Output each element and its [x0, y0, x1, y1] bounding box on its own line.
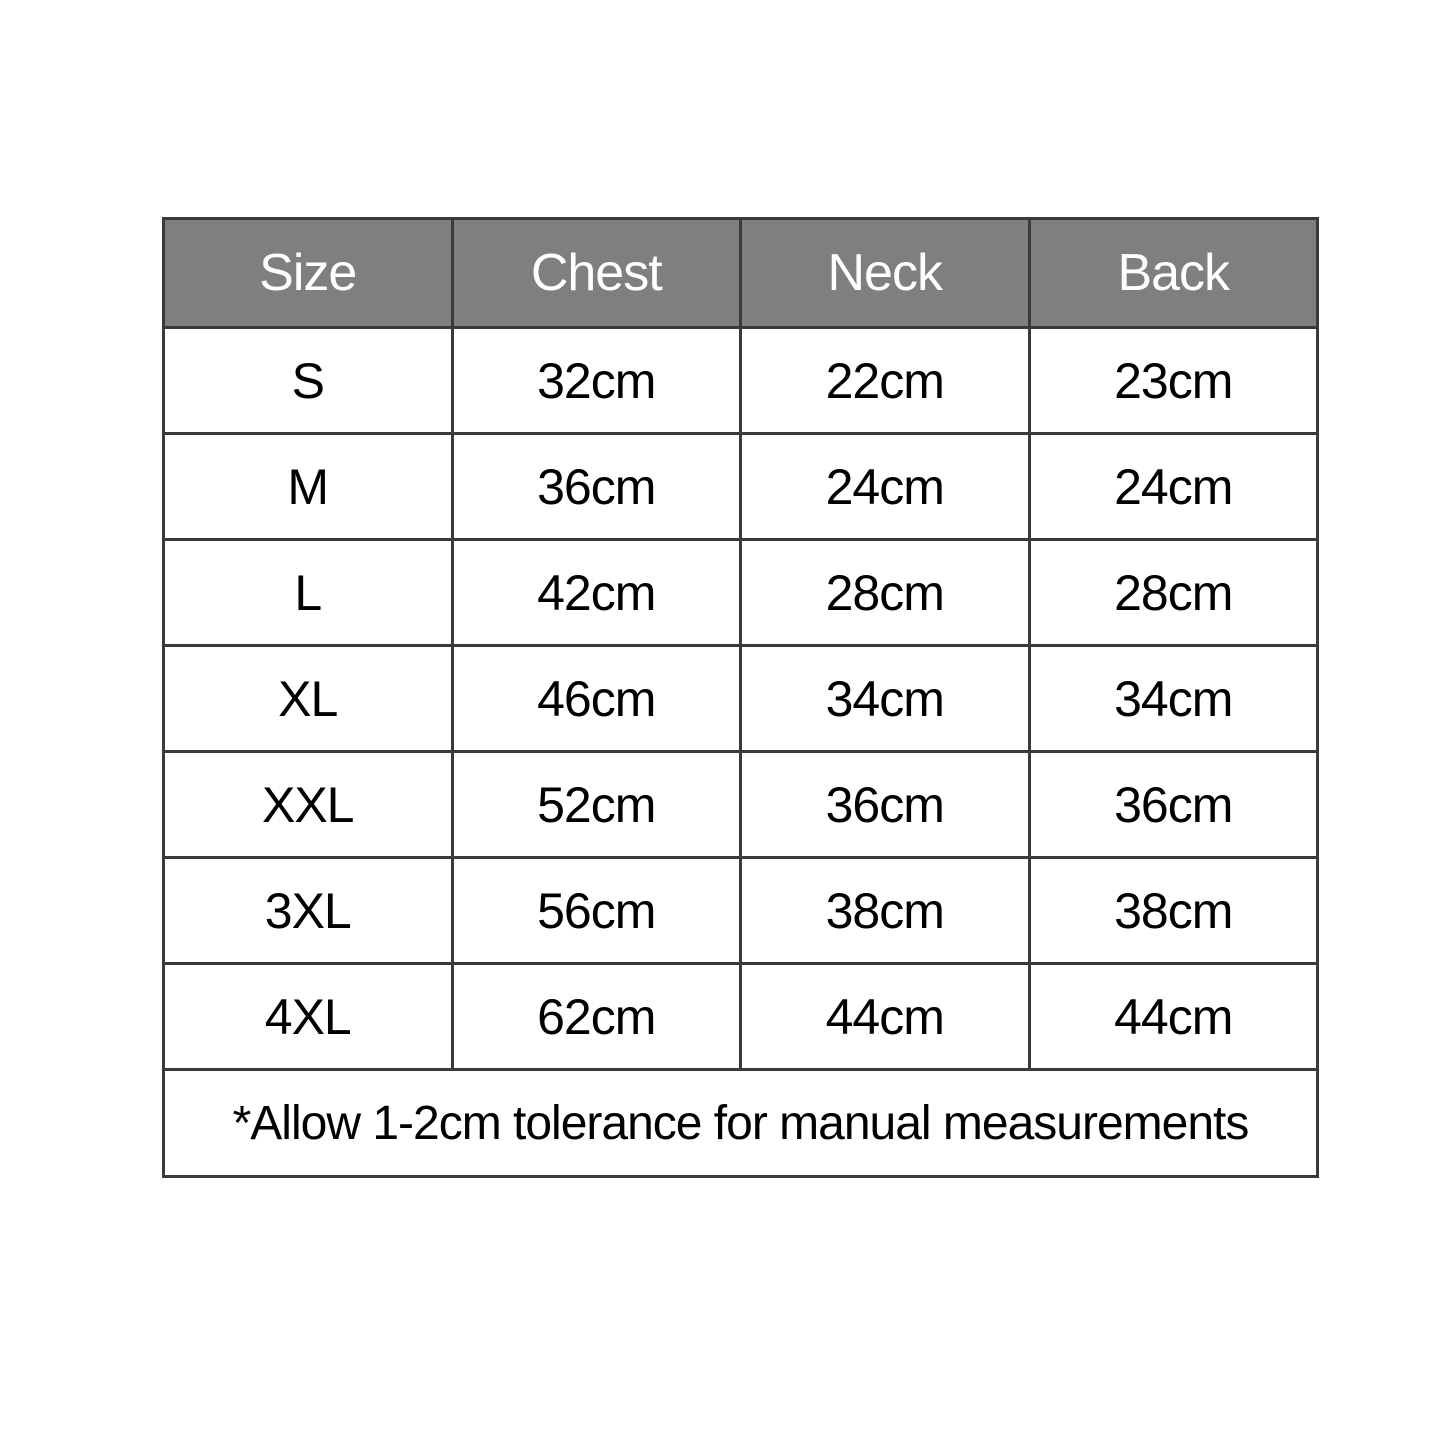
- size-chart-header: [164, 219, 1318, 328]
- chest-cell: 52cm: [452, 752, 741, 858]
- size-cell: XL: [164, 646, 453, 752]
- size-cell: S: [164, 328, 453, 434]
- header-row: [164, 219, 1318, 328]
- size-cell: 4XL: [164, 964, 453, 1070]
- neck-cell: 36cm: [741, 752, 1030, 858]
- chest-cell: 46cm: [452, 646, 741, 752]
- chest-cell: 32cm: [452, 328, 741, 434]
- neck-cell: 44cm: [741, 964, 1030, 1070]
- table-row: [164, 964, 1318, 1070]
- size-cell: 3XL: [164, 858, 453, 964]
- header-neck: Neck: [741, 219, 1030, 328]
- chest-cell: 36cm: [452, 434, 741, 540]
- size-cell: L: [164, 540, 453, 646]
- table-row: [164, 328, 1318, 434]
- table-row: [164, 646, 1318, 752]
- chest-cell: 42cm: [452, 540, 741, 646]
- header-chest: Chest: [452, 219, 741, 328]
- back-cell: 36cm: [1029, 752, 1318, 858]
- size-cell: M: [164, 434, 453, 540]
- tolerance-note: *Allow 1-2cm tolerance for manual measurements: [164, 1070, 1318, 1177]
- header-size: Size: [164, 219, 453, 328]
- note-row: [164, 1070, 1318, 1177]
- back-cell: 28cm: [1029, 540, 1318, 646]
- neck-cell: 28cm: [741, 540, 1030, 646]
- back-cell: 24cm: [1029, 434, 1318, 540]
- size-chart-table: [162, 217, 1319, 1178]
- back-cell: 23cm: [1029, 328, 1318, 434]
- neck-cell: 24cm: [741, 434, 1030, 540]
- back-cell: 34cm: [1029, 646, 1318, 752]
- table-row: [164, 752, 1318, 858]
- neck-cell: 38cm: [741, 858, 1030, 964]
- table-row: [164, 434, 1318, 540]
- size-chart-body: [164, 328, 1318, 1177]
- chest-cell: 62cm: [452, 964, 741, 1070]
- table-row: [164, 540, 1318, 646]
- size-cell: XXL: [164, 752, 453, 858]
- table-row: [164, 858, 1318, 964]
- back-cell: 44cm: [1029, 964, 1318, 1070]
- back-cell: 38cm: [1029, 858, 1318, 964]
- chest-cell: 56cm: [452, 858, 741, 964]
- header-back: Back: [1029, 219, 1318, 328]
- neck-cell: 34cm: [741, 646, 1030, 752]
- neck-cell: 22cm: [741, 328, 1030, 434]
